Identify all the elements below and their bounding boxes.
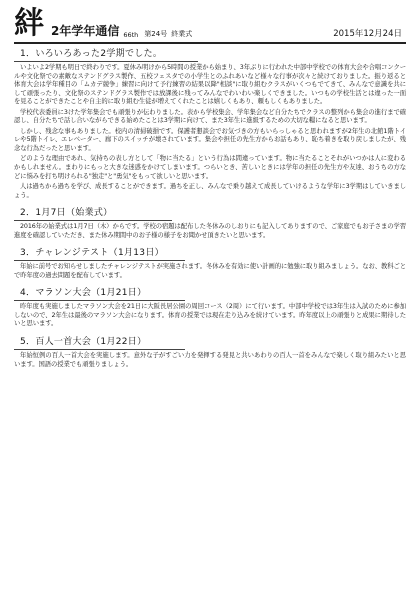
section-paragraph: しかし、残念な事もありました。校内の清掃破損です。保護者懇談会でお気づきの方もいらっしゃると思われますが2年生の北館1階トイレや5階トイレ、エレベーター、廊下のスイッチが壊されています。集会や担任の先生方からお話もあり、恥ち着きを取り戻しましたが、残念な行為だったと思います。 [14,127,406,152]
section-paragraph: 昨年度も実施しましたマラソン大会を21日に大阪長居公園の周回コース（2周）にて行います。中部中学校では3年生は入試のために参加しないので、2年生は最後のマラソン大会になります。体育の授業では現在走り込みを続けています。昨年度以上の頑張りと成果に期待したいと思います。 [14,303,406,328]
section-paragraph: 人は過ちから過ちを学び、成長することができます。過ちを正し、みんなで乗り越えて成長していけるような学年に3学期はしていきましょう。 [14,183,406,199]
section-paragraph: 2016年の始業式は1月7日（木）からです。学校の宿題は配布した冬休みのしおりにも記入してありますので、ご家庭でもお子さまの学習進度を確認していただき、また休み期間中のお子様の様子をお聞かせ頂きたいと思います。 [14,223,406,239]
section-heading-hyakunin-isshu: 5．百人一首大会（1月22日） [14,336,185,350]
section-paragraph: 学校代表委員に3けた学年集会でも頑張りが伝わりました。表から学校集会、学年集会など自分たちでクラスの整列から集会の進行まで確認し、自分たちで話し合いながらできる始めたことは3学期に向けて、また3年生に進級するための大切な糧になると思います。 [14,108,406,125]
section-paragraph: 年始恒例の百人一首大会を実施します。意外な子がすごい力を発揮する発見と共いあわりの百人一首をみんなで楽しく取り組みたいと思います。国語の授業でも頑張りましょう。 [14,352,406,368]
masthead [14,6,406,44]
edition-number: 66th [123,31,139,39]
newsletter-title: 2年学年通信 [51,24,120,38]
event-name: 終業式 [171,30,193,38]
section-heading-second-term: 1．いろいろあった2学期でした。 [14,48,198,62]
section-paragraph: 年始に前号でお知らせしましたチャレンジテストが実施されます。冬休みを有効に使い計画的に勉強に取り組みましょう。なお、教科ごとで昨年度の過去問題を配布しています。 [14,263,406,279]
publication-date: 2015年12月24日 [333,29,402,39]
section-heading-opening-ceremony: 2．1月7日（始業式） [14,207,172,221]
section-paragraph: どのような理由であれ、気持ちの表し方として「物に当たる」という行為は間違っています。物に当たることそれがいつかは人に変わるかもしれません。まわりにもっと大きな迷惑をかけてしまいます。つらいとき、苦しいときには学年の担任の先生方や友達、おうちの方などに悩みを打ち明けられる"独走"と"勇気"をもって欲しいと思います。 [14,155,406,180]
section-paragraph: いよいよ2学期も明日で終わりです。夏休み明けから5時間の授業から始まり、3年ぶりに行われた中部中学校での体育大会や合唱コンクールや文化祭での素敵なステンドグラス製作、五校フェスタでの小学生とのふれあいなど様々な行事が次々と続けておりました。振り返ると体育大会は学年種目の「ムカデ競争」練習に向けて予行練習の結果以降"相談"に取り組むクラスがいくつもでてきて、みんなで意識を共にして頑張ったり、文化祭のステンドグラス製作では放課後に残ってみんなでわいわい楽しくできました。いつもの学校生活とは違った一面を見ることができたことや自主的に取り組む生徒が増えてくれたことは嬉しくもあり、頼もしくもありました。 [14,64,406,106]
issue-number: 第24号 [144,30,168,38]
masthead-kanji-title: 絆 [14,6,43,41]
section-heading-challenge-test: 3．チャレンジテスト（1月13日） [14,247,185,261]
section-heading-marathon: 4．マラソン大会（1月21日） [14,287,185,301]
